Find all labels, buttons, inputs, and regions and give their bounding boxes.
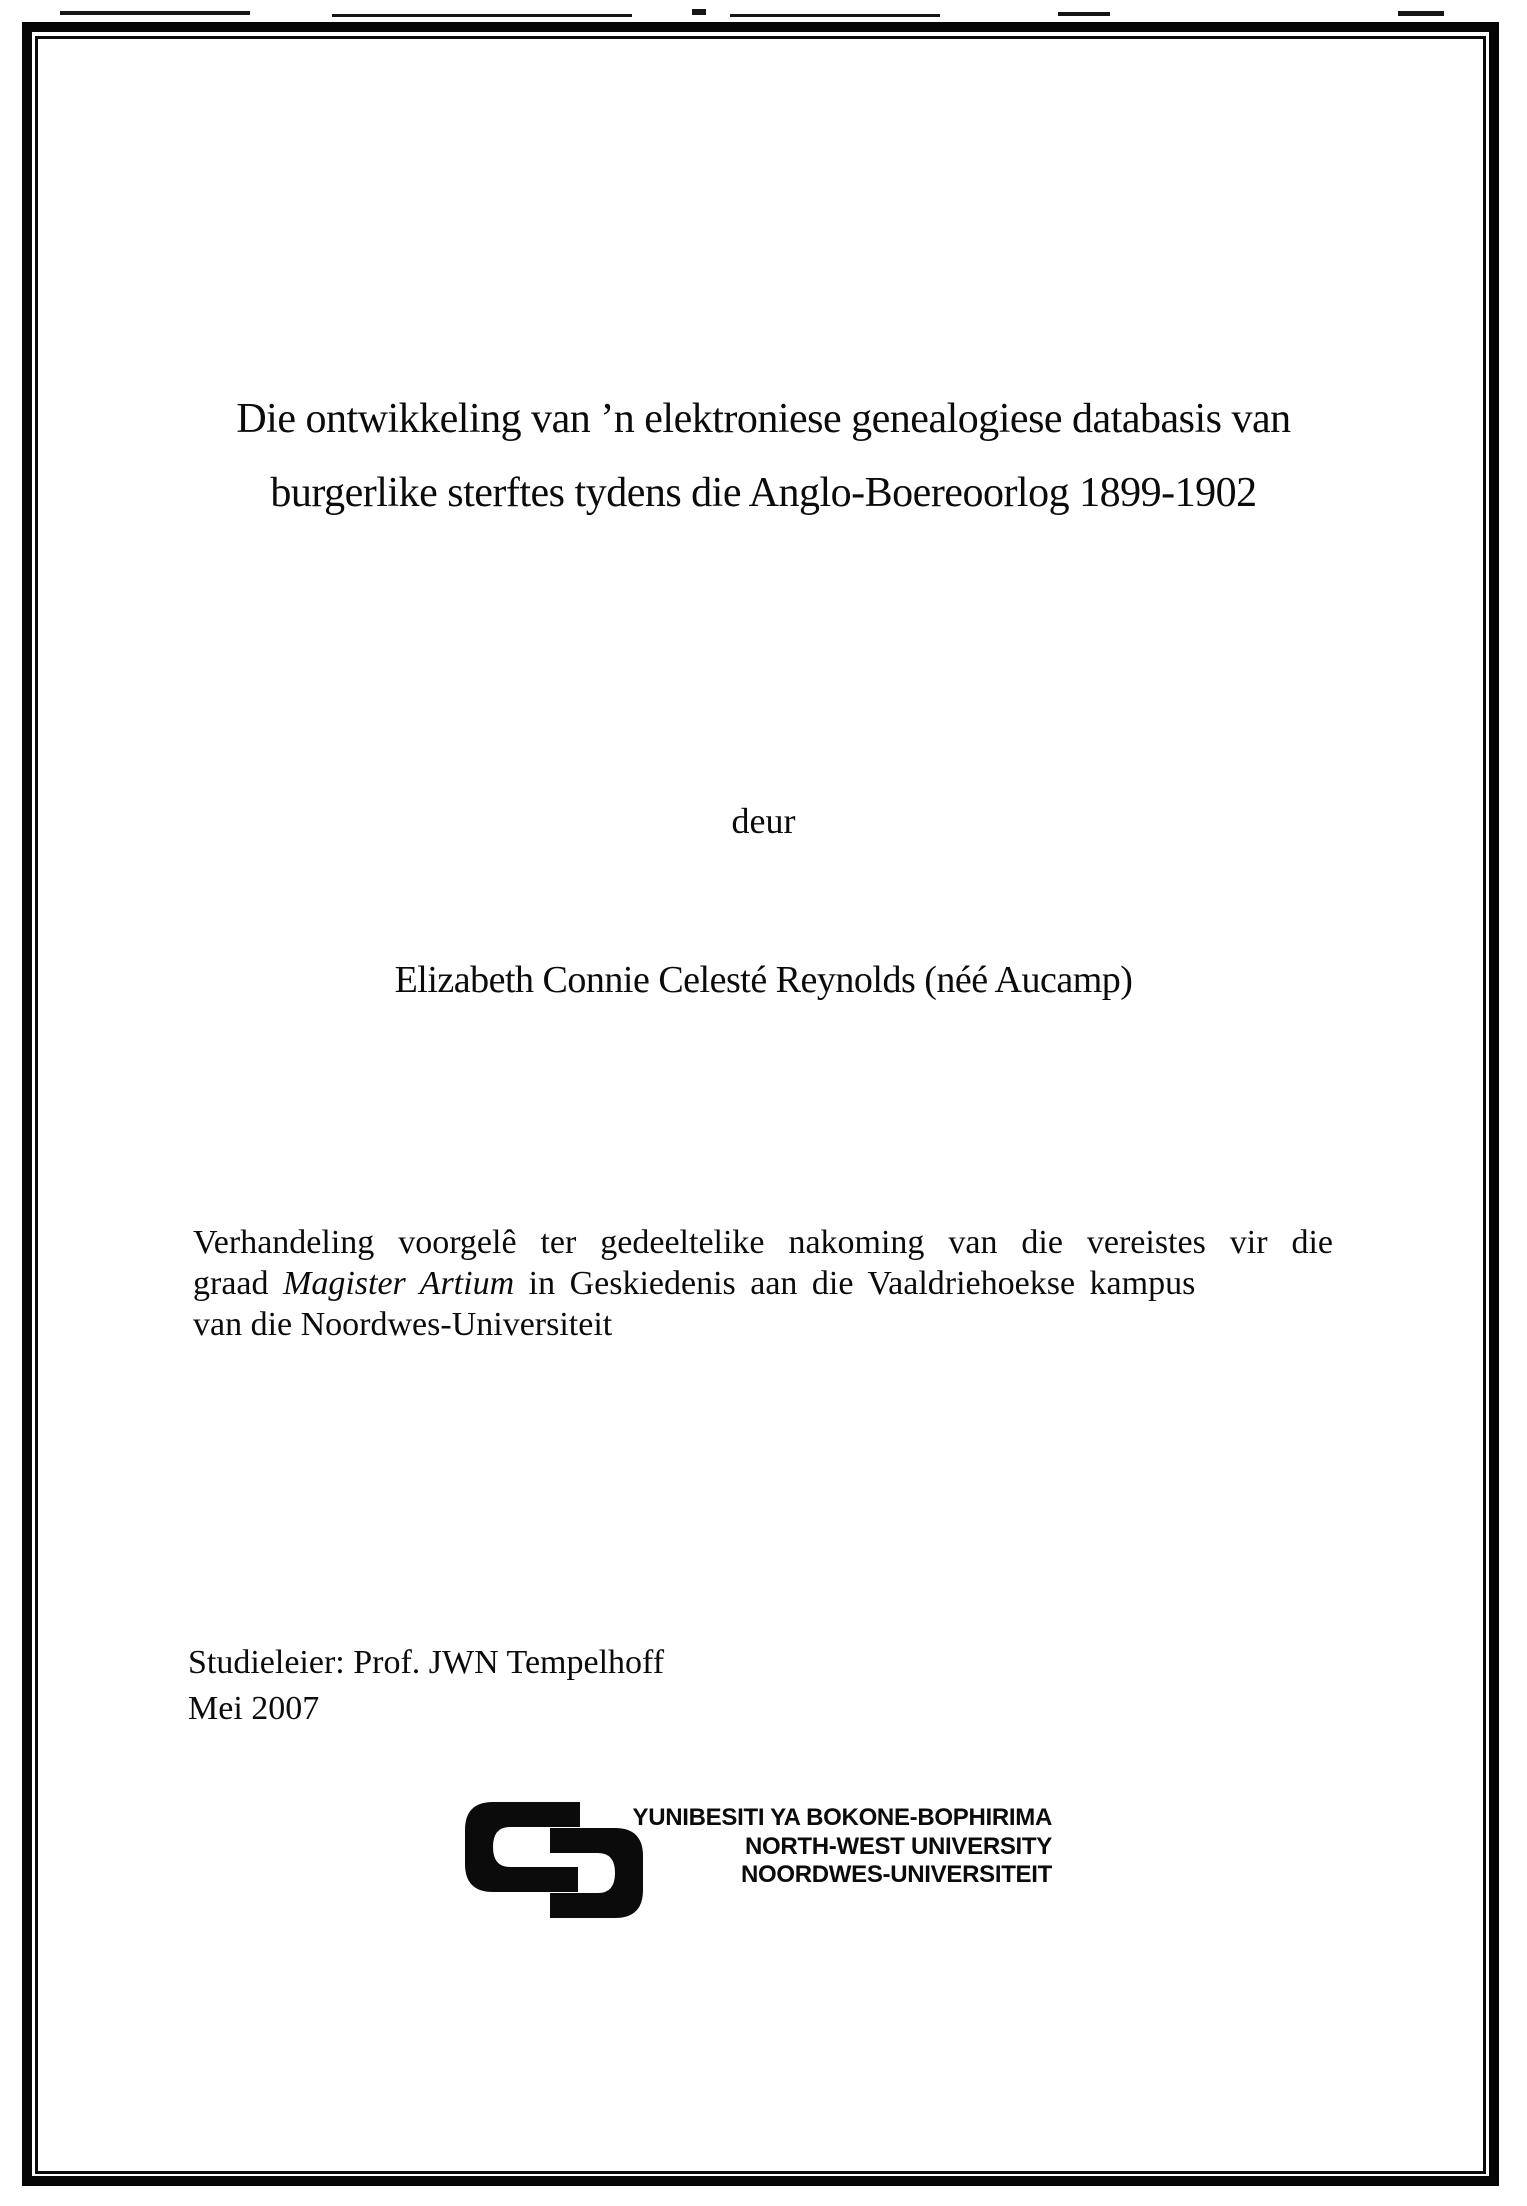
byline-deur: deur <box>731 801 796 841</box>
thesis-title-line2: burgerlike sterftes tydens die Anglo-Boereoorlog 1899-1902 <box>270 470 1257 516</box>
author-name: Elizabeth Connie Celesté Reynolds (néé Aucamp) <box>394 959 1133 1001</box>
scan-artifact <box>332 14 632 17</box>
supervisor-line: Studieleier: Prof. JWN Tempelhoff <box>188 1644 665 1681</box>
scan-artifact <box>692 9 706 15</box>
scan-artifact <box>730 14 940 17</box>
degree-statement-line2-prefix: graad <box>193 1265 284 1302</box>
degree-statement-line3: van die Noordwes-Universiteit <box>193 1306 613 1343</box>
date-line: Mei 2007 <box>188 1690 320 1727</box>
degree-statement <box>193 1222 1333 1345</box>
degree-statement-line1: Verhandeling voorgelê ter gedeeltelike nakoming van die vereistes vir die <box>193 1224 1333 1261</box>
nwu-logo-text-afrikaans: NOORDWES-UNIVERSITEIT <box>740 1861 1052 1888</box>
degree-statement-line2 <box>193 1263 1333 1304</box>
nwu-logo-text-setswana: YUNIBESITI YA BOKONE-BOPHIRIMA <box>632 1804 1052 1831</box>
supervisor-block <box>188 1640 664 1732</box>
scan-artifact <box>60 11 250 15</box>
nwu-logo-text-english: NORTH-WEST UNIVERSITY <box>744 1833 1052 1860</box>
nwu-logo-icon <box>465 1802 643 1925</box>
scan-artifact <box>1058 12 1110 16</box>
thesis-title <box>0 382 1527 530</box>
scan-artifact <box>1398 11 1444 16</box>
thesis-title-line1: Die ontwikkeling van ’n elektroniese genealogiese databasis van <box>236 396 1291 442</box>
degree-statement-line2-suffix: in Geskiedenis aan die Vaaldriehoekse kampus <box>514 1265 1196 1302</box>
degree-name-italic: Magister Artium <box>283 1265 515 1302</box>
